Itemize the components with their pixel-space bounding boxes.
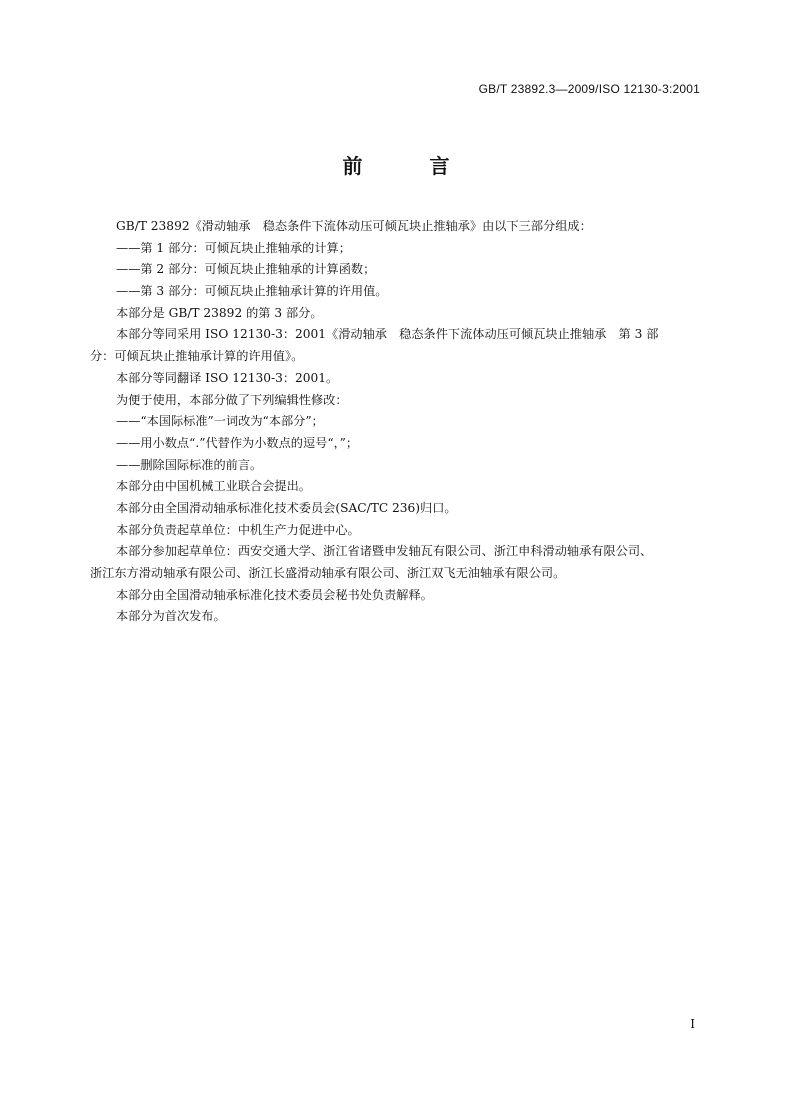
list-item-change-3: ——删除国际标准的前言。: [116, 457, 263, 472]
paragraph-drafting-unit: 本部分负责起草单位：中机生产力促进中心。: [116, 522, 360, 537]
paragraph-equivalence: 本部分等同采用 ISO 12130-3：2001《滑动轴承 稳态条件下流体动压可倾瓦块止推轴承 第 3 部: [116, 327, 659, 342]
list-item-change-1: ——“本国际标准”一词改为“本部分”；: [116, 414, 324, 429]
paragraph-participating-units: 本部分参加起草单位：西安交通大学、浙江省诸暨申发轴瓦有限公司、浙江申科滑动轴承有限公司、: [116, 544, 653, 559]
paragraph-translation: 本部分等同翻译 ISO 12130-3：2001。: [116, 370, 339, 385]
standard-code-header: GB/T 23892.3—2009/ISO 12130-3:2001: [478, 82, 700, 96]
page-title: 前 言: [342, 154, 480, 178]
paragraph-first-release: 本部分为首次发布。: [116, 609, 226, 624]
foreword-body: [90, 216, 702, 628]
list-item-part-1: ——第 1 部分：可倾瓦块止推轴承的计算；: [116, 240, 351, 255]
paragraph-this-part: 本部分是 GB/T 23892 的第 3 部分。: [116, 305, 323, 320]
paragraph-equivalence-continued: 分：可倾瓦块止推轴承计算的许用值》。: [90, 349, 304, 364]
paragraph-editorial-changes: 为便于使用，本部分做了下列编辑性修改：: [116, 392, 348, 407]
paragraph-centralized-by: 本部分由全国滑动轴承标准化技术委员会(SAC/TC 236)归口。: [116, 500, 457, 515]
paragraph-intro: GB/T 23892《滑动轴承 稳态条件下流体动压可倾瓦块止推轴承》由以下三部分组成：: [116, 219, 592, 233]
list-item-part-3: ——第 3 部分：可倾瓦块止推轴承计算的许用值。: [116, 284, 388, 299]
paragraph-participating-units-continued: 浙江东方滑动轴承有限公司、浙江长盛滑动轴承有限公司、浙江双飞无油轴承有限公司。: [90, 566, 566, 580]
paragraph-proposed-by: 本部分由中国机械工业联合会提出。: [116, 479, 311, 494]
page-number: I: [690, 1017, 695, 1031]
list-item-change-2: ——用小数点“.”代替作为小数点的逗号“，”；: [116, 435, 359, 450]
paragraph-interpretation: 本部分由全国滑动轴承标准化技术委员会秘书处负责解释。: [116, 587, 433, 602]
list-item-part-2: ——第 2 部分：可倾瓦块止推轴承的计算函数；: [116, 262, 376, 277]
